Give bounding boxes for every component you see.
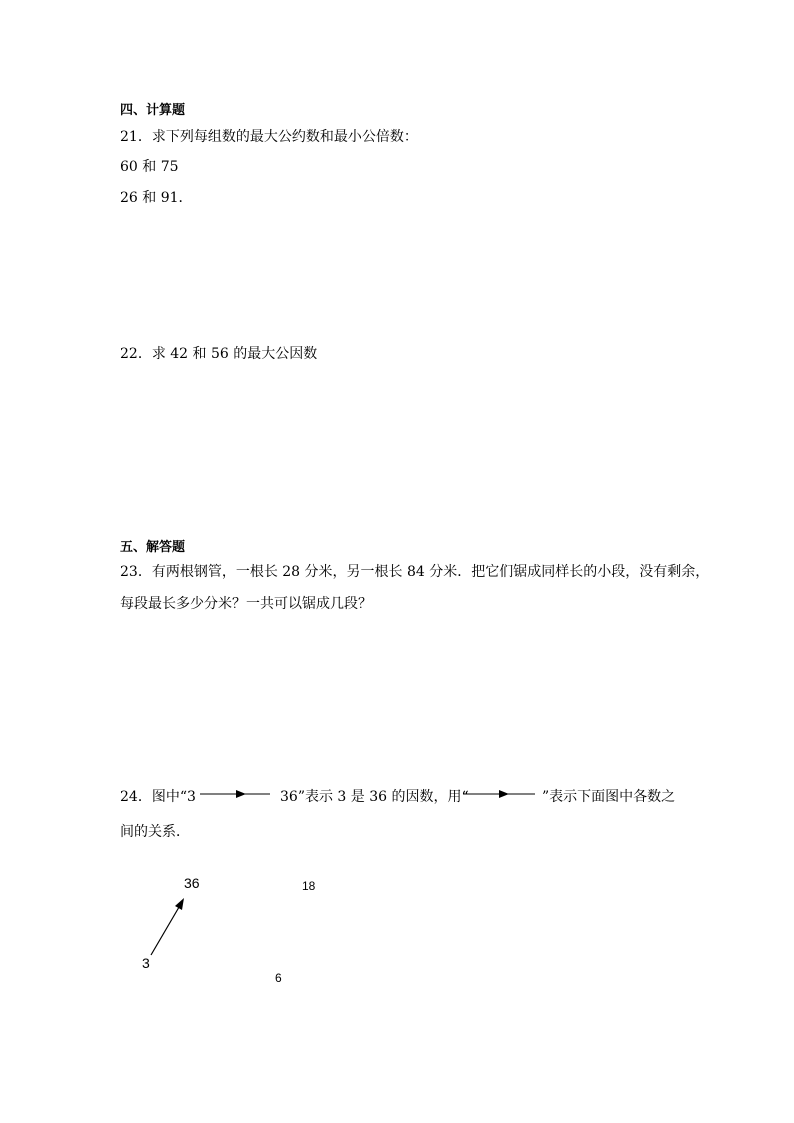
inline-arrow-icon <box>463 788 541 800</box>
section-4-heading: 四、计算题 <box>120 103 186 118</box>
question-23-line-2: 每段最长多少分米？一共可以锯成几段？ <box>120 596 372 612</box>
question-21-prompt: 21．求下列每组数的最大公约数和最小公倍数： <box>120 129 418 145</box>
diagram-number-18: 18 <box>302 879 316 893</box>
diagram-number-6: 6 <box>275 971 282 985</box>
diagram-number-36: 36 <box>184 875 200 891</box>
question-21-item-1: 60 和 75 <box>120 159 179 175</box>
question-24-line-2: 间的关系． <box>120 824 190 840</box>
question-22-prompt: 22．求 42 和 56 的最大公因数 <box>120 346 318 362</box>
inline-arrow-icon <box>200 788 278 800</box>
question-23-line-1: 23．有两根钢管，一根长 28 分米，另一根长 84 分米．把它们锯成同样长的小段，没有剩余， <box>120 564 710 580</box>
question-24-part-1: 24．图中“3 <box>120 789 196 805</box>
question-24-part-2: 36”表示 3 是 36 的因数，用“ <box>280 789 469 805</box>
question-21-item-2: 26 和 91． <box>120 190 193 206</box>
diagram-arrow-3-to-36 <box>140 890 200 960</box>
diagram-number-3: 3 <box>142 955 150 971</box>
section-5-heading: 五、解答题 <box>120 540 186 555</box>
question-24-part-3: ”表示下面图中各数之 <box>542 789 676 805</box>
